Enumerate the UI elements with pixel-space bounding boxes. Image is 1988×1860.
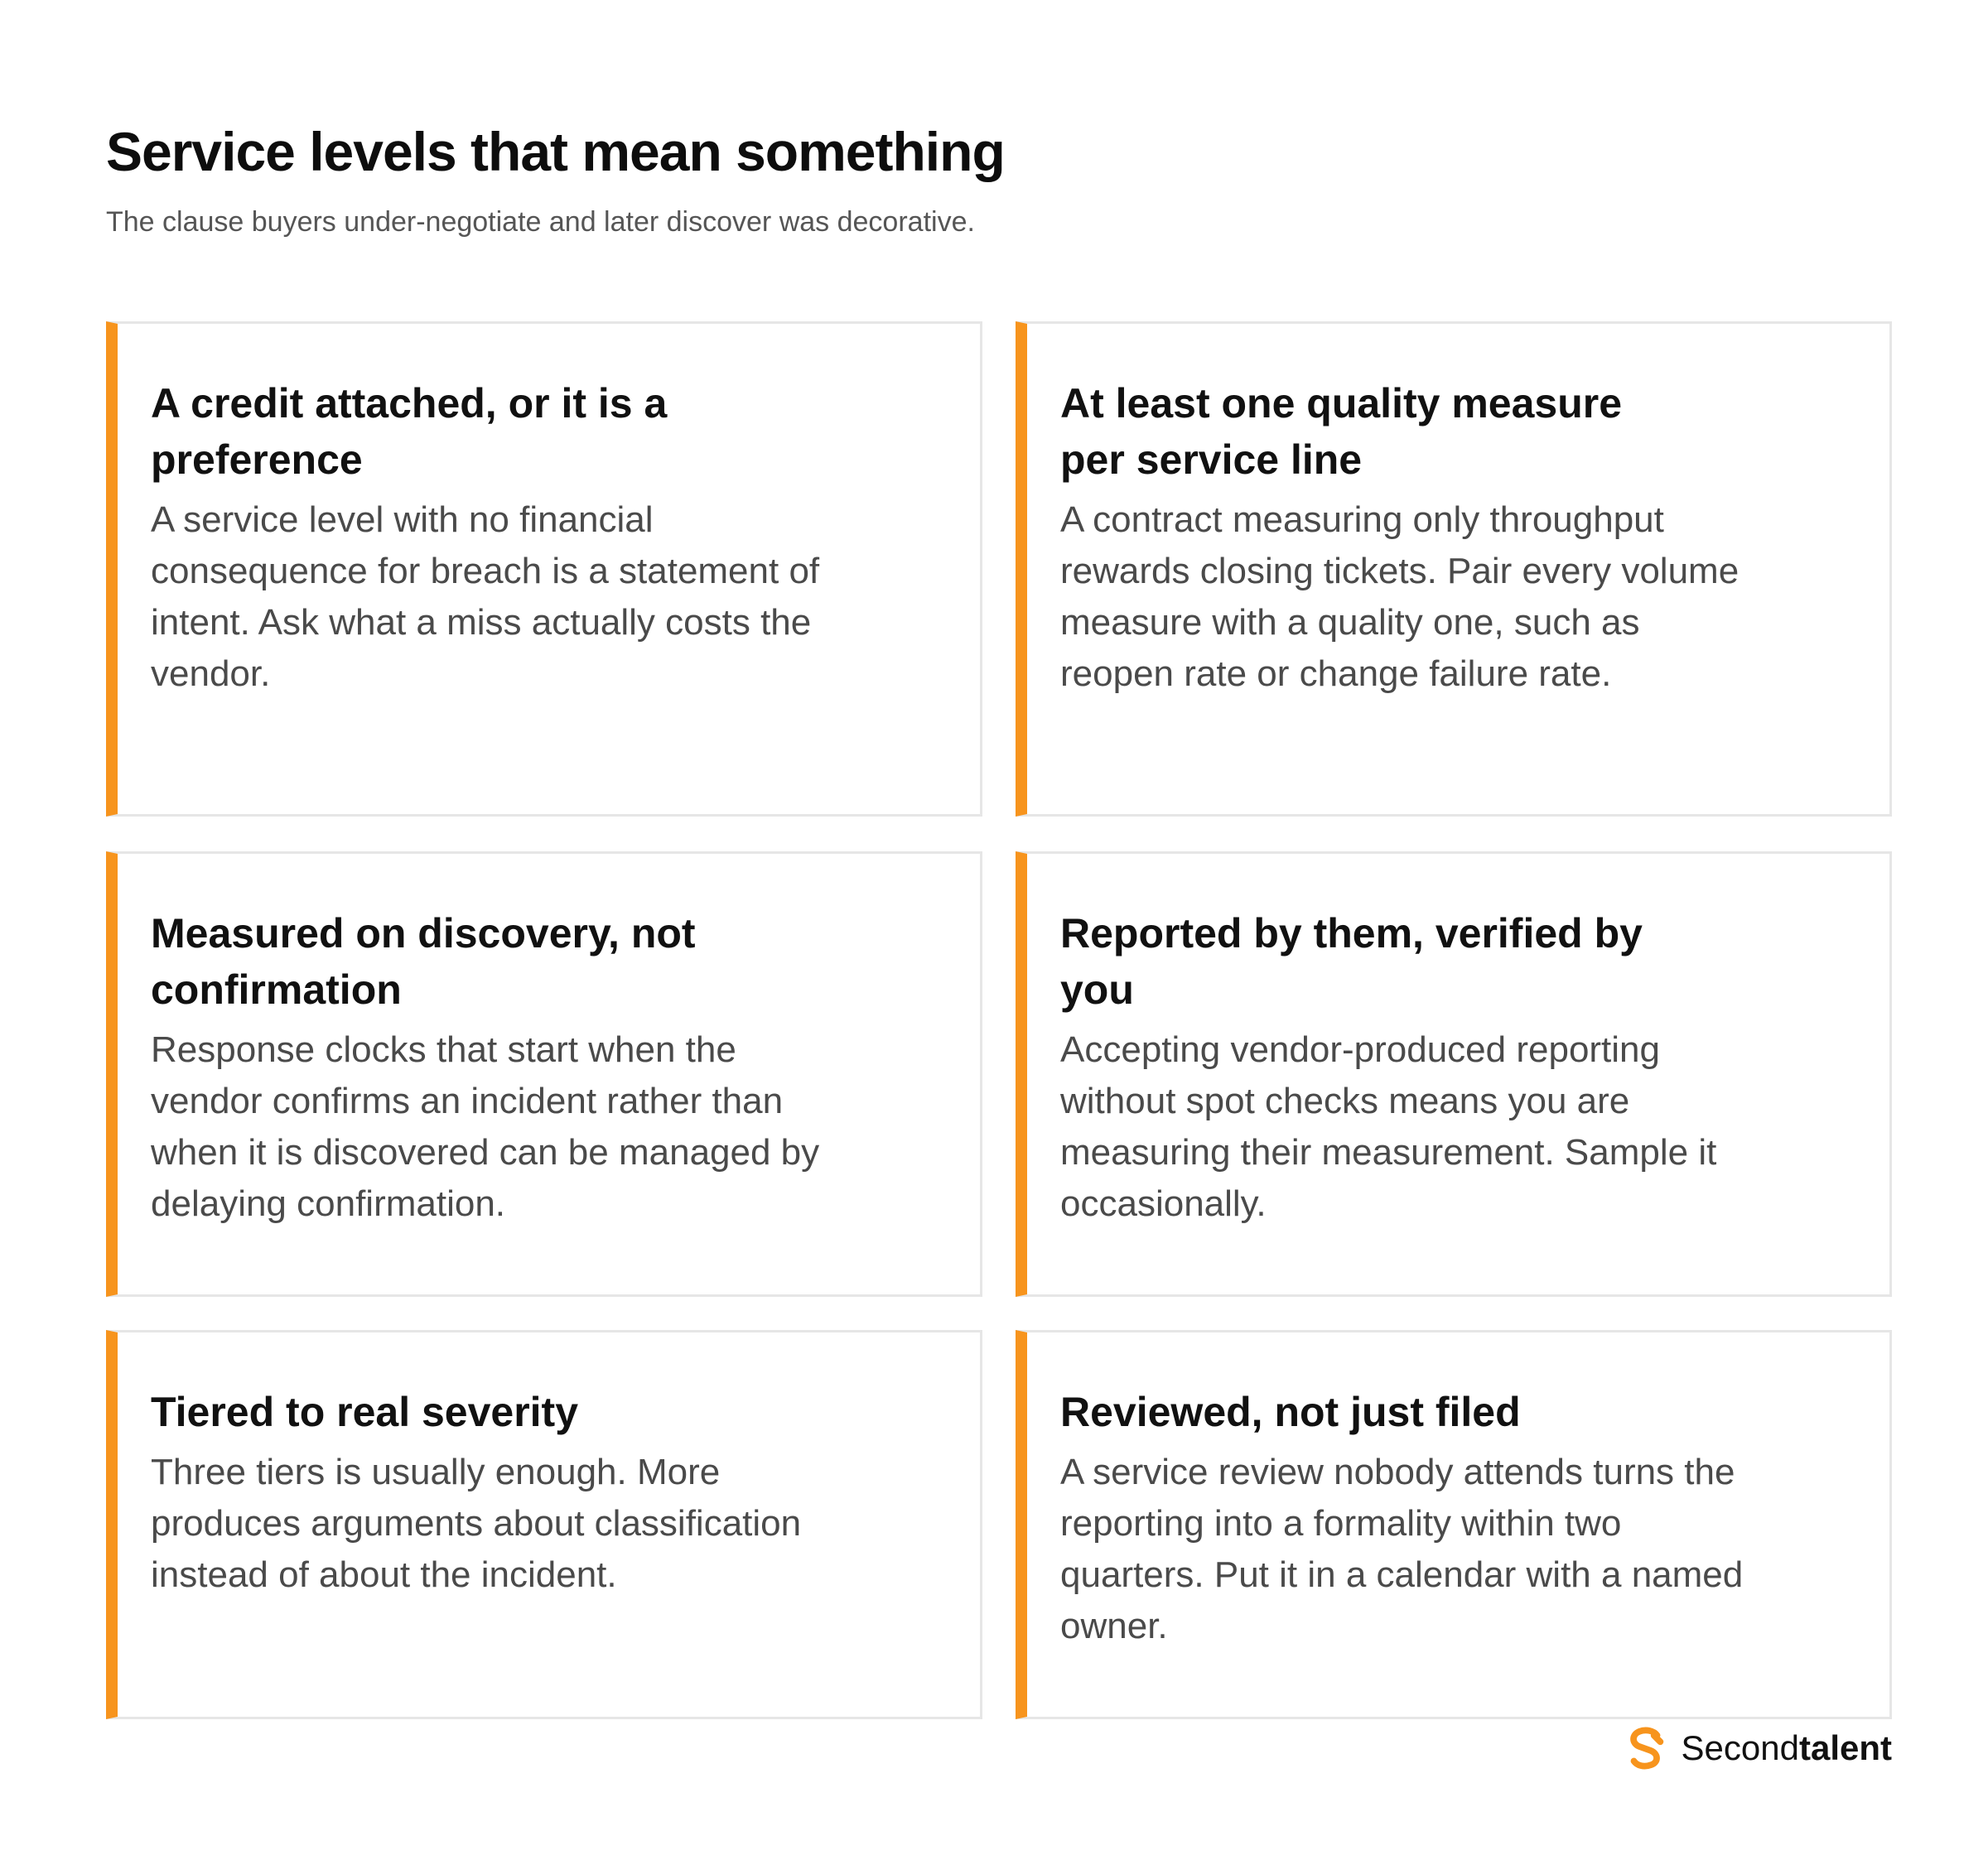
card-text: A service level with no financial consequence for breach is a statement of intent. Ask what a miss actually costs the vendor. bbox=[151, 499, 820, 694]
page-title: Service levels that mean something bbox=[106, 121, 1005, 182]
card-title: Tiered to real severity bbox=[151, 1389, 579, 1435]
card-title: Measured on discovery, not confirmation bbox=[151, 910, 696, 1013]
card-text: A service review nobody attends turns the reporting into a formality within two quarters. Put it in a calendar with a named owner. bbox=[1060, 1452, 1744, 1646]
card-quality-measure bbox=[1016, 321, 1892, 817]
card-title: Reviewed, not just filed bbox=[1060, 1389, 1521, 1435]
page-subtitle: The clause buyers under-negotiate and later discover was decorative. bbox=[106, 206, 975, 238]
card-text: Accepting vendor-produced reporting without spot checks means you are measuring their measurement. Sample it occasionally. bbox=[1060, 1029, 1717, 1224]
card-measured-on-discovery bbox=[106, 851, 982, 1297]
card-credit-attached bbox=[106, 321, 982, 817]
brand-wordmark bbox=[1681, 1728, 1892, 1767]
card-text: Three tiers is usually enough. More produces arguments about classification instead of about the incident. bbox=[151, 1452, 802, 1595]
card-title: Reported by them, verified by you bbox=[1060, 910, 1643, 1013]
card-tiered-severity bbox=[106, 1330, 982, 1719]
brand-name-bold: talent bbox=[1798, 1728, 1892, 1767]
brand-name-regular: Second bbox=[1681, 1728, 1799, 1767]
brand-logo bbox=[1622, 1719, 1892, 1777]
card-title: A credit attached, or it is a preference bbox=[151, 380, 668, 483]
card-reviewed-not-filed bbox=[1016, 1330, 1892, 1719]
card-text: Response clocks that start when the vendor confirms an incident rather than when it is discovered can be managed by delaying confirmation. bbox=[151, 1029, 820, 1224]
card-title: At least one quality measure per service line bbox=[1060, 380, 1623, 483]
card-text: A contract measuring only throughput rewards closing tickets. Pair every volume measure with a quality one, such as reopen rate or change failure rate. bbox=[1060, 499, 1740, 694]
card-reported-verified bbox=[1016, 851, 1892, 1297]
secondtalent-logo-icon bbox=[1622, 1724, 1670, 1772]
